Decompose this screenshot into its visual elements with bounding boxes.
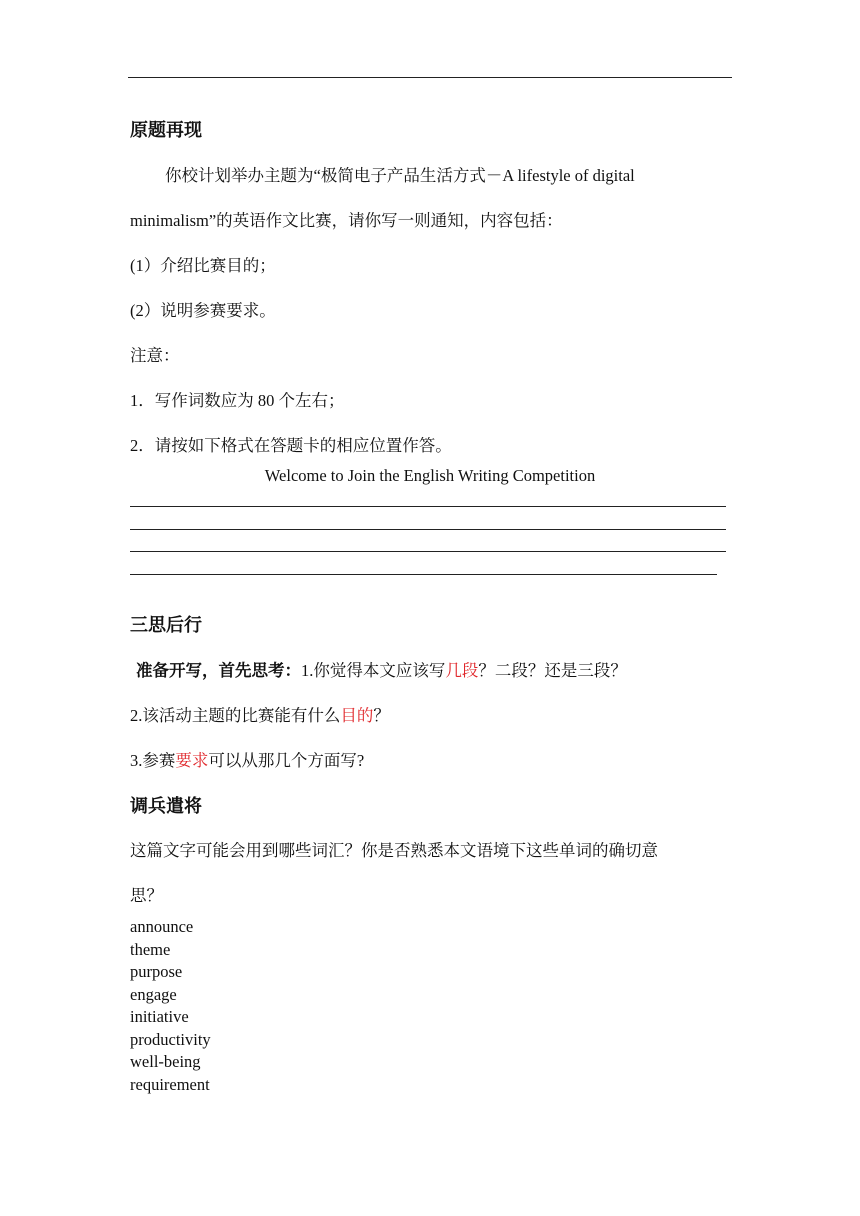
vocabulary-word: productivity [130,1030,211,1049]
requirement-item-1: (1）介绍比赛目的； [130,256,276,275]
think-question-3-text: 3.参赛 [130,751,176,770]
vocabulary-word: announce [130,917,194,936]
note-item-1: 1．写作词数应为 80 个左右； [130,391,345,410]
think-question-2-text: 2.该活动主题的比赛能有什么 [130,706,341,725]
section-heading-vocabulary: 调兵遣将 [130,796,202,816]
vocabulary-word: purpose [130,962,183,981]
vocabulary-word: theme [130,940,171,959]
answer-line [130,529,726,530]
vocabulary-intro-line-2: 思？ [130,886,163,905]
vocabulary-word: well-being [130,1052,201,1071]
requirement-item-2: (2）说明参赛要求。 [130,301,276,320]
note-item-2: 2．请按如下格式在答题卡的相应位置作答。 [130,436,452,455]
highlight-purpose: 目的 [340,706,374,725]
answer-line [130,506,726,507]
highlight-requirements: 要求 [175,751,209,770]
prompt-paragraph-line-2: minimalism”的英语作文比赛，请你写一则通知，内容包括： [130,211,563,230]
note-label: 注意： [130,346,180,365]
vocabulary-word: engage [130,985,177,1004]
prompt-paragraph-line-1: 你校计划举办主题为“极简电子产品生活方式－A lifestyle of digital [165,166,635,185]
header-rule [128,77,732,78]
think-question-1-tail: ？二段？还是三段？ [478,661,627,680]
think-question-1-lead: 准备开写，首先思考： [136,661,301,680]
think-question-2-tail: ？ [373,706,390,725]
think-question-1 [136,657,627,681]
think-question-3 [130,747,364,771]
highlight-paragraphs: 几段 [445,661,479,680]
think-question-1-text: 1.你觉得本文应该写 [301,661,446,680]
answer-line [130,551,726,552]
section-heading-think-first: 三思后行 [130,615,202,635]
think-question-2 [130,702,390,726]
vocabulary-intro-line-1: 这篇文字可能会用到哪些词汇？你是否熟悉本文语境下这些单词的确切意 [130,841,658,860]
think-question-3-tail: 可以从那几个方面写? [208,751,365,770]
essay-title: Welcome to Join the English Writing Competition [264,466,596,485]
answer-line [130,574,717,575]
vocabulary-word: initiative [130,1007,189,1026]
vocabulary-word: requirement [130,1075,210,1094]
section-heading-original-question: 原题再现 [130,120,202,140]
